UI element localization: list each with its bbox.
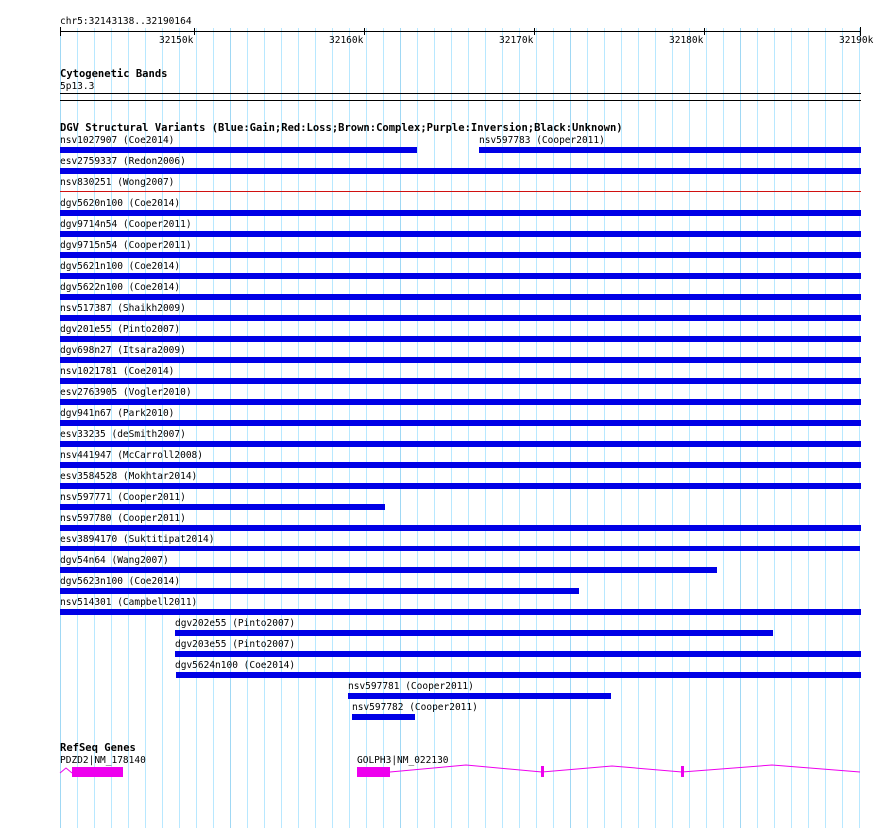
variant-label: dgv5620n100 (Coe2014) [60,198,181,209]
variant-label: esv2759337 (Redon2006) [60,156,186,167]
variant-bar[interactable] [60,336,861,342]
variant-label: dgv9714n54 (Cooper2011) [60,219,192,230]
variant-label: esv3584528 (Mokhtar2014) [60,471,198,482]
variant-label: dgv5621n100 (Coe2014) [60,261,181,272]
ruler-tick [364,28,365,35]
variant-label: nsv1027907 (Coe2014) [60,135,175,146]
variant-label: nsv597783 (Cooper2011) [479,135,605,146]
variant-label: nsv517387 (Shaikh2009) [60,303,186,314]
variant-bar[interactable] [60,168,861,174]
variant-bar[interactable] [348,693,611,699]
pdzd2-exon[interactable] [72,767,123,777]
ruler-tick-label: 32180k [669,35,704,46]
ruler-line [60,31,861,32]
variant-bar[interactable] [60,609,861,615]
variant-bar[interactable] [175,651,861,657]
variant-label: esv2763905 (Vogler2010) [60,387,192,398]
ruler-tick-label: 32150k [159,35,194,46]
variant-bar[interactable] [60,315,861,321]
variant-bar[interactable] [60,567,717,573]
variant-label: dgv54n64 (Wang2007) [60,555,169,566]
variant-label: dgv202e55 (Pinto2007) [175,618,296,629]
golph3-exon[interactable] [357,767,390,777]
variant-label: esv33235 (deSmith2007) [60,429,186,440]
variant-bar[interactable] [60,420,861,426]
variant-label: nsv1021781 (Coe2014) [60,366,175,377]
variant-bar[interactable] [176,672,861,678]
cytoband-label: 5p13.3 [60,81,95,92]
variant-bar[interactable] [60,252,861,258]
ruler-tick-label: 32190k [839,35,874,46]
gene-label: GOLPH3|NM_022130 [357,755,449,766]
ruler-tick-start [60,27,61,36]
ruler-tick [194,28,195,35]
cytoband-bar-top [60,93,861,94]
variant-label: dgv9715n54 (Cooper2011) [60,240,192,251]
variant-bar[interactable] [479,147,861,153]
ruler-tick [534,28,535,35]
variant-bar[interactable] [60,546,860,551]
variant-bar[interactable] [60,462,861,468]
variant-bar-loss[interactable] [60,191,861,192]
variant-label: dgv941n67 (Park2010) [60,408,175,419]
variant-bar[interactable] [60,525,861,531]
variant-label: dgv5623n100 (Coe2014) [60,576,181,587]
golph3-exon[interactable] [541,766,544,777]
variant-label: nsv597780 (Cooper2011) [60,513,186,524]
variant-bar[interactable] [60,504,385,510]
variant-label: dgv203e55 (Pinto2007) [175,639,296,650]
variant-label: nsv830251 (Wong2007) [60,177,175,188]
variant-bar[interactable] [60,588,579,594]
ruler-tick [704,28,705,35]
variant-label: nsv597782 (Cooper2011) [352,702,478,713]
variant-bar[interactable] [60,378,861,384]
variant-label: nsv441947 (McCarroll2008) [60,450,203,461]
variant-bar[interactable] [60,294,861,300]
variant-label: dgv201e55 (Pinto2007) [60,324,181,335]
variant-label: esv3894170 (Suktitipat2014) [60,534,215,545]
variant-label: nsv597771 (Cooper2011) [60,492,186,503]
variant-label: dgv698n27 (Itsara2009) [60,345,186,356]
variant-label: nsv514301 (Campbell2011) [60,597,198,608]
variant-bar[interactable] [60,441,861,447]
variant-bar[interactable] [60,399,861,405]
variant-bar[interactable] [175,630,773,636]
pdzd2-intron [60,768,72,773]
variant-bar[interactable] [352,714,415,720]
refseq-track-title: RefSeq Genes [60,742,136,754]
variant-bar[interactable] [60,273,861,279]
ruler-tick-label: 32160k [329,35,364,46]
variant-bar[interactable] [60,231,861,237]
variant-label: dgv5624n100 (Coe2014) [175,660,296,671]
cytoband-track-title: Cytogenetic Bands [60,68,168,80]
dgv-track-title: DGV Structural Variants (Blue:Gain;Red:Loss;Brown:Complex;Purple:Inversion;Black:Unknown) [60,122,623,134]
golph3-exon[interactable] [681,766,684,777]
variant-bar[interactable] [60,210,861,216]
cytoband-bar-bottom [60,100,861,101]
variant-bar[interactable] [60,483,861,489]
gene-models[interactable] [0,760,890,785]
variant-label: nsv597781 (Cooper2011) [348,681,474,692]
ruler-tick-label: 32170k [499,35,534,46]
gene-label: PDZD2|NM_178140 [60,755,146,766]
variant-label: dgv5622n100 (Coe2014) [60,282,181,293]
ruler-location: chr5:32143138..32190164 [60,16,192,27]
variant-bar[interactable] [60,147,417,153]
golph3-intron [390,765,860,772]
variant-bar[interactable] [60,357,861,363]
